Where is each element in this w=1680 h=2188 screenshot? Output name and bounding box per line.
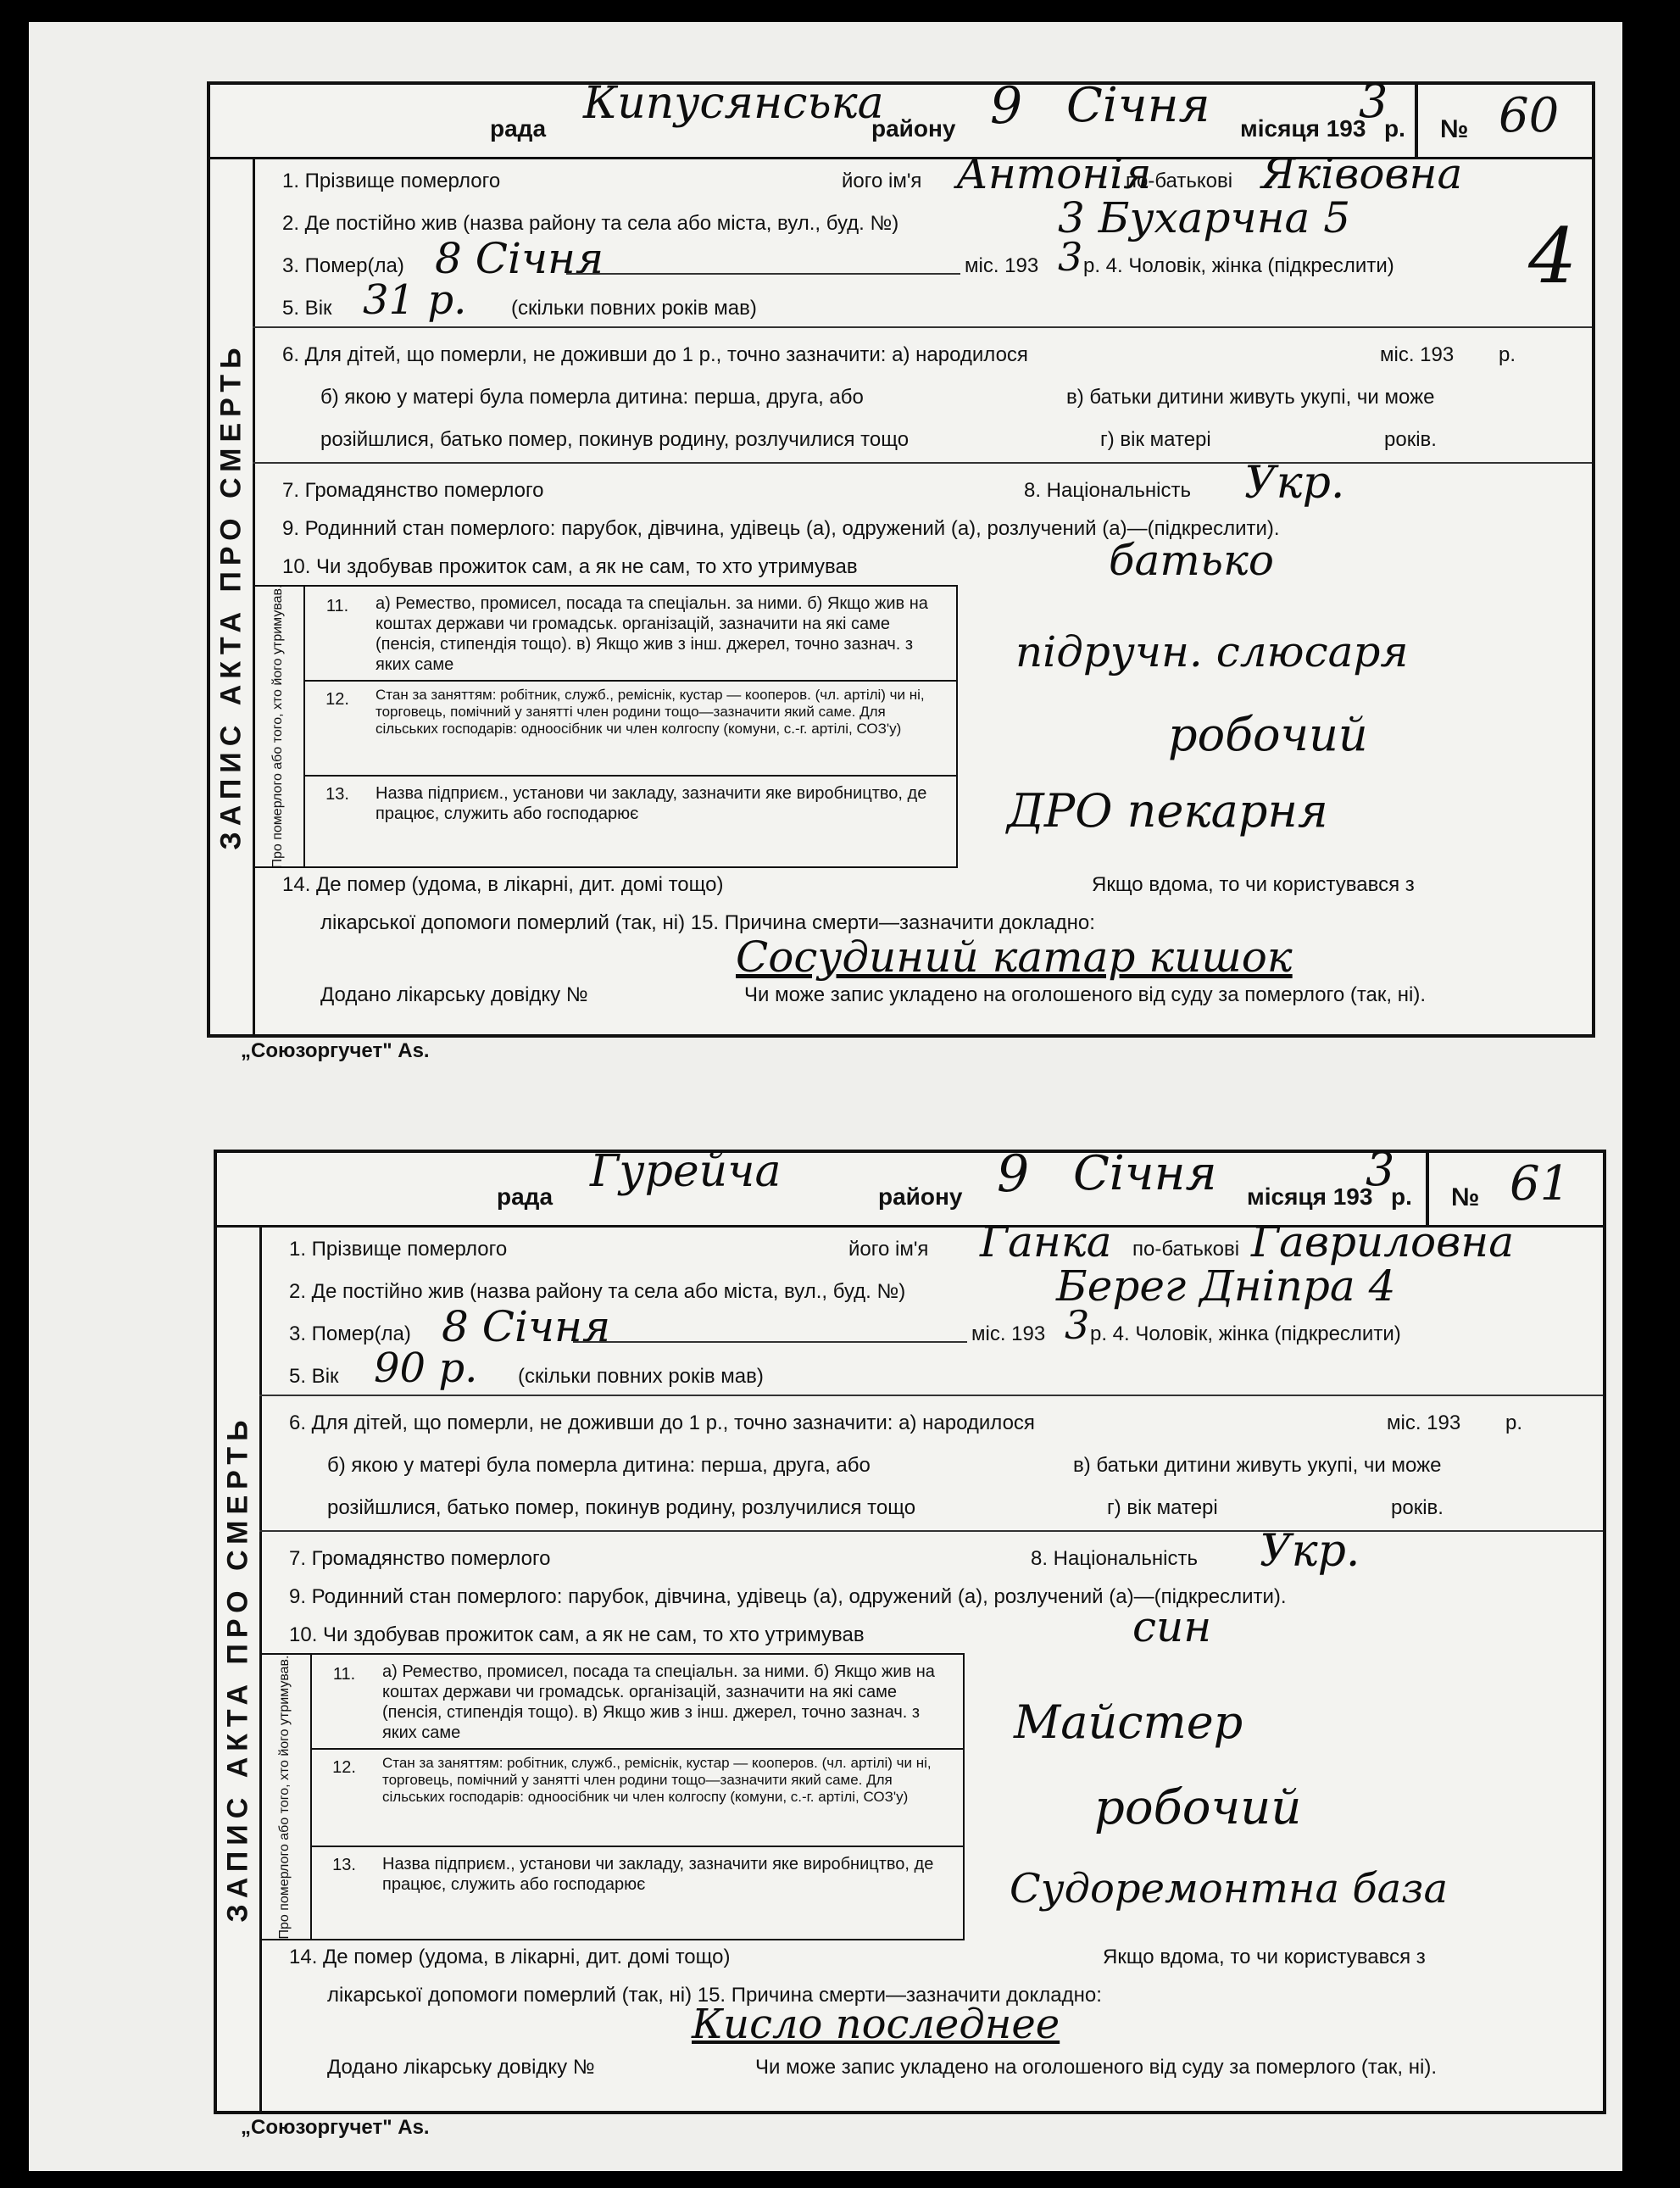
rada-label: рада [490, 115, 547, 142]
sub-title: Про померлого або того, хто його утримував. [270, 584, 285, 869]
line-9: 9. Родинний стан померлого: парубок, дівчина, удівець (а), одружений (а), розлучений (а)—(підкреслити). [282, 517, 1280, 540]
side-title-column [210, 157, 255, 1034]
occupation-block [253, 585, 958, 868]
cause-value: Сосудиний катар кишок [736, 933, 1293, 982]
underline [573, 1341, 967, 1343]
occupation-value: Майстер [1014, 1695, 1243, 1749]
day-value: 9 [990, 76, 1023, 136]
item-11-number: 11. [325, 597, 349, 615]
line-6b: міс. 193 [1380, 343, 1455, 366]
day-value: 9 [997, 1144, 1030, 1204]
row-divider [303, 680, 956, 682]
line-16b: Чи може запис укладено на оголошеного від суду за померлого (так, ні). [755, 2056, 1437, 2079]
form-header [217, 1143, 1603, 1228]
name-value: Антонія [956, 149, 1152, 198]
line-6d: б) якою у матері була померла дитина: перша, друга, або [327, 1454, 871, 1477]
nationality-value: Укр. [1244, 458, 1345, 509]
r-label: р. [1391, 1183, 1412, 1210]
address-value: Берег Дніпра 4 [1056, 1261, 1396, 1311]
misyatsya-label: місяця 193 [1247, 1183, 1373, 1210]
workplace-value: ДРО пекарня [1007, 784, 1328, 838]
line-2-address-label: 2. Де постійно жив (назва району та села або міста, вул., буд. №) [282, 212, 899, 235]
line-16a: Додано лікарську довідку № [320, 983, 588, 1006]
patronymic-value: Яківовна [1261, 149, 1463, 198]
archive-page [29, 22, 1622, 2171]
section-divider [253, 462, 1592, 464]
line-5-age-label: 5. Вік [289, 1365, 339, 1388]
item-12-number: 12. [332, 1758, 356, 1777]
line-6a: 6. Для дітей, що померли, не доживши до 1 р., точно зазначити: а) народилося [282, 343, 1028, 366]
line-1-patronymic-label: по-батькові [1126, 170, 1233, 192]
row-divider [310, 1846, 963, 1847]
year-digit: 3 [1366, 1143, 1395, 1196]
underline [566, 273, 960, 275]
r-label: р. [1384, 115, 1405, 142]
rada-label: рада [497, 1183, 554, 1210]
item-11-text: а) Ремество, промисел, посада та спеціальн. за ними. б) Якщо жив на коштах держави чи громадськ. організацій, зазначити на які саме (пенсія, стипендія тощо). в) Якщо жив з інш. джерел, точно зазнач. з яких саме [382, 1662, 935, 1742]
line-3-sex-label: р. 4. Чоловік, жінка (підкреслити) [1083, 254, 1394, 277]
row-divider [303, 775, 956, 777]
line-1-surname-label: 1. Прізвище померлого [282, 170, 501, 192]
patronymic-value: Гавриловна [1251, 1217, 1515, 1267]
item-12-number: 12. [325, 690, 349, 709]
line-8: 8. Національність [1031, 1547, 1198, 1570]
line-6g: г) вік матері [1107, 1496, 1218, 1519]
line-6b: міс. 193 [1387, 1411, 1461, 1434]
rayonu-label: району [871, 115, 956, 142]
line-8: 8. Національність [1024, 479, 1191, 502]
year-digit: 3 [1359, 75, 1388, 128]
occupation-value: підручн. слюсаря [1015, 627, 1409, 676]
age-value: 90 р. [374, 1345, 478, 1392]
death-record-form-2 [214, 1143, 1606, 2114]
line-16a: Додано лікарську довідку № [327, 2056, 595, 2079]
supporter-value: син [1132, 1602, 1212, 1651]
sub-title: Про померлого або того, хто його утримував. [277, 1654, 292, 1940]
line-3-month-label: міс. 193 [971, 1322, 1046, 1345]
line-5-age-note: (скільки повних років мав) [518, 1365, 764, 1388]
occupation-block [259, 1653, 965, 1940]
number-value: 60 [1499, 88, 1560, 143]
line-16b: Чи може запис укладено на оголошеного від суду за померлого (так, ні). [744, 983, 1426, 1006]
death-record-form-1 [207, 75, 1595, 1038]
line-6a: 6. Для дітей, що померли, не доживши до 1 р., точно зазначити: а) народилося [289, 1411, 1035, 1434]
line-7: 7. Громадянство померлого [282, 479, 544, 502]
line-3-died-label: 3. Помер(ла) [289, 1322, 411, 1345]
side-title-column [217, 1225, 262, 2111]
address-value: 3 Бухарчна 5 [1058, 193, 1351, 242]
number-label: № [1451, 1183, 1480, 1211]
line-2-address-label: 2. Де постійно жив (назва району та села або міста, вул., буд. №) [289, 1280, 906, 1303]
death-date-value: 8 Січня [442, 1302, 611, 1351]
line-6e: в) батьки дитини живуть укупі, чи може [1073, 1454, 1442, 1477]
line-6c: р. [1499, 343, 1516, 366]
form-header [210, 75, 1592, 159]
section-divider [259, 1395, 1603, 1396]
line-1-surname-label: 1. Прізвище померлого [289, 1238, 508, 1261]
number-box [1426, 1153, 1603, 1225]
line-10: 10. Чи здобував прожиток сам, а як не сам, то хто утримував [282, 555, 858, 578]
death-year-value: 3 [1065, 1302, 1090, 1348]
sub-title-column [259, 1655, 312, 1939]
line-6f: розійшлися, батько помер, покинув родину, розлучилися тощо [327, 1496, 916, 1519]
line-14b: Якщо вдома, то чи користувався з [1092, 873, 1415, 896]
line-7: 7. Громадянство померлого [289, 1547, 551, 1570]
age-value: 31 р. [363, 276, 467, 324]
margin-mark: 4 [1528, 212, 1577, 301]
line-5-age-note: (скільки повних років мав) [511, 297, 757, 320]
death-date-value: 8 Січня [435, 234, 604, 283]
side-title: ЗАПИС АКТА ПРО СМЕРТЬ [214, 341, 248, 850]
sub-title-column [253, 584, 305, 869]
number-value: 61 [1510, 1156, 1571, 1211]
line-14a: 14. Де помер (удома, в лікарні, дит. домі тощо) [289, 1946, 731, 1968]
status-value: робочий [1094, 1780, 1302, 1835]
item-13-number: 13. [332, 1856, 356, 1874]
cause-value: Кисло последнее [692, 2001, 1060, 2048]
death-year-value: 3 [1058, 234, 1083, 280]
month-value: Січня [1073, 1146, 1217, 1201]
item-13-number: 13. [325, 785, 349, 804]
item-12-text: Стан за заняттям: робітник, служб., реміснік, кустар — кооперов. (чл. артілі) чи ні, торговець, помічний у занятті член родини тощо—зазначити який саме. Для сільських господарів: одноосібник чи член колгоспу (комуни, с.-г. артілі, СОЗ'у) [382, 1755, 932, 1805]
line-1-name-label: його ім'я [842, 170, 922, 192]
nationality-value: Укр. [1260, 1526, 1360, 1577]
line-9: 9. Родинний стан померлого: парубок, дівчина, удівець (а), одружений (а), розлучений (а)—(підкреслити). [289, 1585, 1287, 1608]
line-14c: лікарської допомоги померлий (так, ні) 15. Причина смерти—зазначити докладно: [327, 1984, 1102, 2007]
misyatsya-label: місяця 193 [1240, 115, 1366, 142]
line-3-sex-label: р. 4. Чоловік, жінка (підкреслити) [1090, 1322, 1401, 1345]
status-value: робочий [1168, 708, 1368, 761]
line-6d: б) якою у матері була померла дитина: перша, друга, або [320, 386, 864, 409]
line-3-month-label: міс. 193 [965, 254, 1039, 277]
footer-2: „Союзоргучет" Аs. [241, 2116, 430, 2139]
row-divider [310, 1748, 963, 1750]
line-3-died-label: 3. Помер(ла) [282, 254, 404, 277]
item-12-text: Стан за заняттям: робітник, служб., реміснік, кустар — кооперов. (чл. артілі) чи ні, торговець, помічний у занятті член родини тощо—зазначити який саме. Для сільських господарів: одноосібник чи член колгоспу (комуни, с.-г. артілі, СОЗ'у) [375, 687, 925, 737]
line-6c: р. [1505, 1411, 1523, 1434]
item-13-text: Назва підприєм., установи чи закладу, зазначити яке виробництво, де працює, служить або господарює [375, 784, 927, 823]
line-14c: лікарської допомоги померлий (так, ні) 15. Причина смерти—зазначити докладно: [320, 911, 1095, 934]
number-box [1415, 85, 1592, 157]
line-6g: г) вік матері [1100, 428, 1211, 451]
line-6e: в) батьки дитини живуть укупі, чи може [1066, 386, 1435, 409]
workplace-value: Судоремонтна база [1010, 1865, 1449, 1912]
line-14b: Якщо вдома, то чи користувався з [1103, 1946, 1426, 1968]
month-value: Січня [1066, 78, 1210, 133]
item-11-number: 11. [332, 1665, 356, 1684]
side-title: ЗАПИС АКТА ПРО СМЕРТЬ [221, 1413, 254, 1923]
line-5-age-label: 5. Вік [282, 297, 332, 320]
rada-value: Кипусянська [583, 78, 884, 129]
supporter-value: батько [1109, 536, 1274, 585]
section-divider [253, 326, 1592, 328]
item-11-text: а) Ремество, промисел, посада та спеціальн. за ними. б) Якщо жив на коштах держави чи громадськ. організацій, зазначити на які саме (пенсія, стипендія тощо). в) Якщо жив з інш. джерел, точно зазнач. з яких саме [375, 594, 928, 674]
line-10: 10. Чи здобував прожиток сам, а як не сам, то хто утримував [289, 1623, 865, 1646]
line-1-name-label: його ім'я [848, 1238, 929, 1261]
rayonu-label: району [878, 1183, 963, 1210]
number-label: № [1440, 115, 1469, 143]
rada-value: Гурейча [590, 1146, 782, 1197]
item-13-text: Назва підприєм., установи чи закладу, зазначити яке виробництво, де працює, служить або господарює [382, 1855, 934, 1894]
line-6h: років. [1391, 1496, 1444, 1519]
line-6h: років. [1384, 428, 1437, 451]
section-divider [259, 1530, 1603, 1532]
line-6f: розійшлися, батько помер, покинув родину, розлучилися тощо [320, 428, 910, 451]
footer-1: „Союзоргучет" Аs. [241, 1039, 430, 1062]
line-1-patronymic-label: по-батькові [1132, 1238, 1240, 1261]
name-value: Ганка [980, 1217, 1112, 1267]
line-14a: 14. Де помер (удома, в лікарні, дит. домі тощо) [282, 873, 724, 896]
